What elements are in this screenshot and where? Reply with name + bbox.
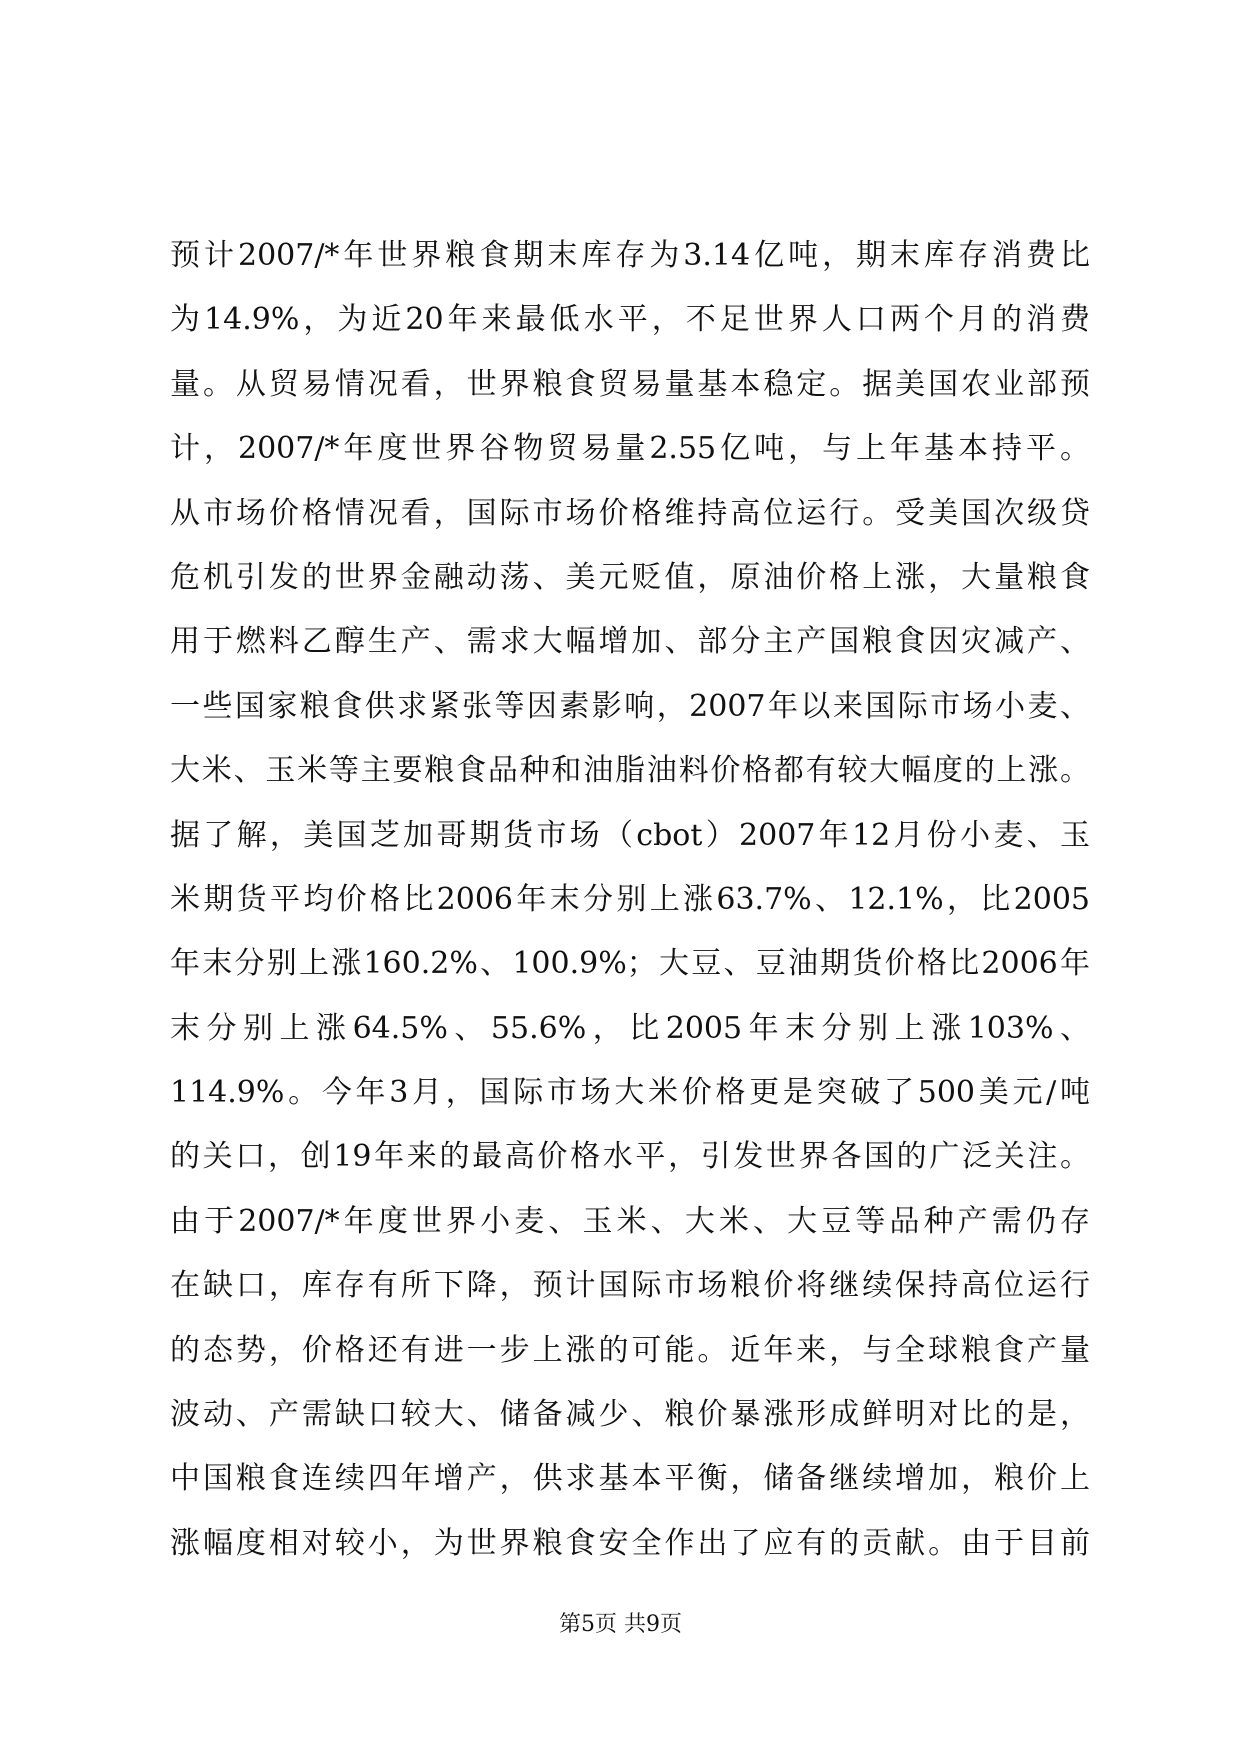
text-line: 量。从贸易情况看，世界粮食贸易量基本稳定。据美国农业部预 bbox=[170, 366, 1090, 402]
text-line: 末分别上涨64.5%、55.6%，比2005年末分别上涨103%、 bbox=[170, 1010, 1090, 1046]
text-line: 从市场价格情况看，国际市场价格维持高位运行。受美国次级贷 bbox=[170, 495, 1090, 531]
text-line: 大米、玉米等主要粮食品种和油脂油料价格都有较大幅度的上涨。 bbox=[170, 753, 1090, 789]
text-line: 中国粮食连续四年增产，供求基本平衡，储备继续增加，粮价上 bbox=[170, 1461, 1090, 1497]
page-footer: 第5页 共9页 bbox=[559, 1612, 682, 1637]
text-line: 用于燃料乙醇生产、需求大幅增加、部分主产国粮食因灾减产、 bbox=[170, 624, 1090, 660]
text-line: 预计2007/*年世界粮食期末库存为3.14亿吨，期末库存消费比 bbox=[170, 238, 1090, 273]
text-line: 危机引发的世界金融动荡、美元贬值，原油价格上涨，大量粮食 bbox=[170, 559, 1090, 595]
text-line: 年末分别上涨160.2%、100.9%；大豆、豆油期货价格比2006年 bbox=[170, 946, 1090, 982]
text-line: 涨幅度相对较小，为世界粮食安全作出了应有的贡献。由于目前 bbox=[170, 1525, 1090, 1561]
text-line: 在缺口，库存有所下降，预计国际市场粮价将继续保持高位运行 bbox=[170, 1268, 1090, 1304]
text-line: 一些国家粮食供求紧张等因素影响，2007年以来国际市场小麦、 bbox=[170, 688, 1090, 724]
text-line: 米期货平均价格比2006年末分别上涨63.7%、12.1%，比2005 bbox=[170, 881, 1090, 917]
text-line: 的关口，创19年来的最高价格水平，引发世界各国的广泛关注。 bbox=[170, 1139, 1090, 1175]
text-line: 计，2007/*年度世界谷物贸易量2.55亿吨，与上年基本持平。 bbox=[170, 431, 1090, 467]
text-line: 由于2007/*年度世界小麦、玉米、大米、大豆等品种产需仍存 bbox=[170, 1203, 1090, 1239]
text-line: 114.9%。今年3月，国际市场大米价格更是突破了500美元/吨 bbox=[170, 1075, 1090, 1111]
body-text bbox=[170, 224, 1090, 1576]
text-line: 波动、产需缺口较大、储备减少、粮价暴涨形成鲜明对比的是， bbox=[170, 1397, 1090, 1433]
text-line: 为14.9%，为近20年来最低水平，不足世界人口两个月的消费 bbox=[170, 302, 1090, 338]
text-line: 的态势，价格还有进一步上涨的可能。近年来，与全球粮食产量 bbox=[170, 1332, 1090, 1368]
text-line: 据了解，美国芝加哥期货市场（cbot）2007年12月份小麦、玉 bbox=[170, 817, 1090, 853]
